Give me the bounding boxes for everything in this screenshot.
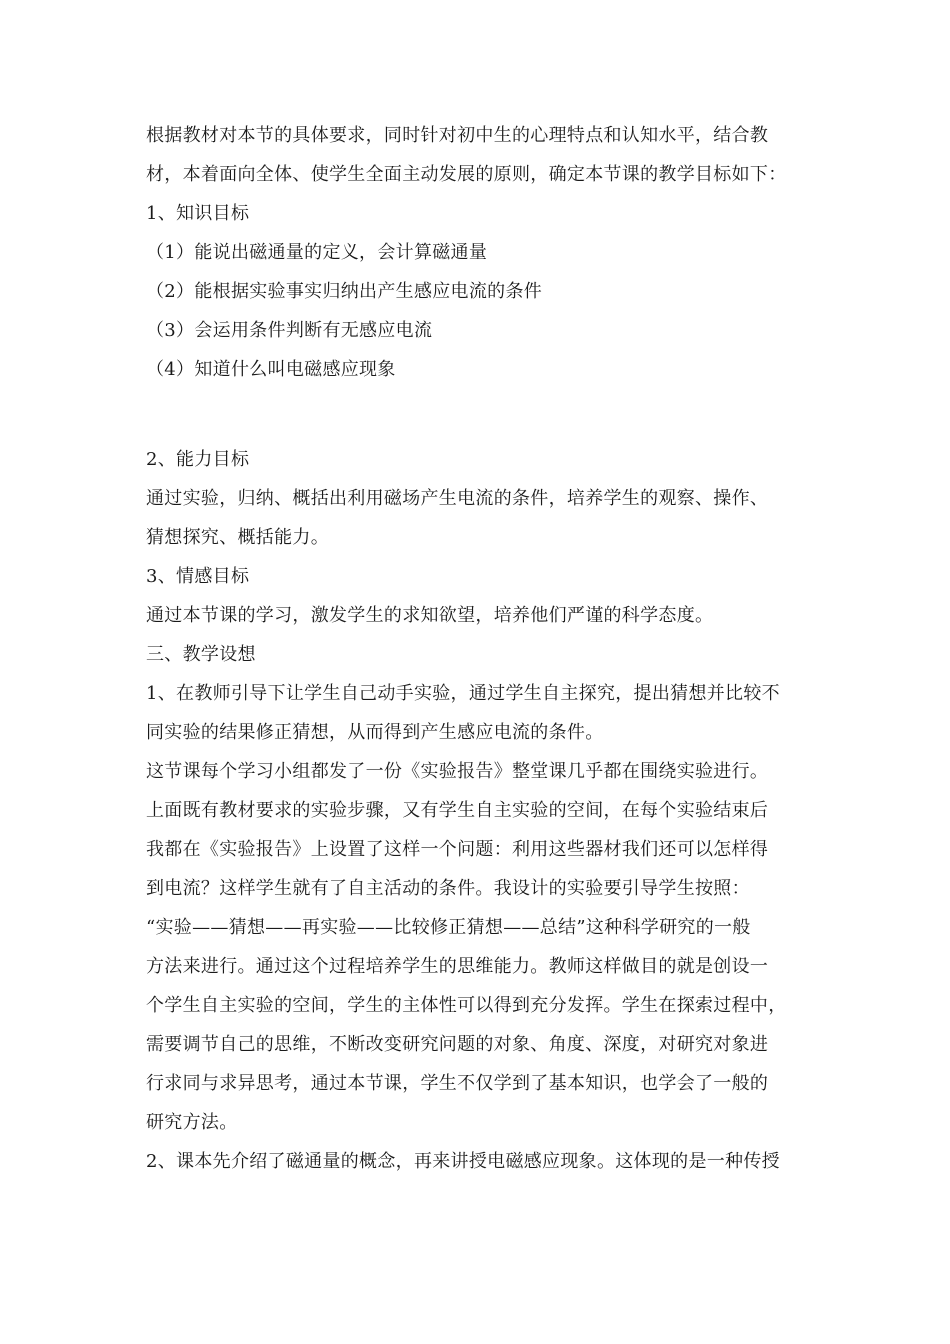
list-item: （2）能根据实验事实归纳出产生感应电流的条件 bbox=[146, 281, 543, 302]
section-heading-knowledge: 1、知识目标 bbox=[146, 203, 250, 224]
paragraph-line: 通过本节课的学习，激发学生的求知欲望，培养他们严谨的科学态度。 bbox=[146, 605, 714, 626]
list-item: （4）知道什么叫电磁感应现象 bbox=[146, 359, 396, 380]
paragraph-line: 研究方法。 bbox=[146, 1112, 238, 1133]
list-item: （3）会运用条件判断有无感应电流 bbox=[146, 320, 433, 341]
paragraph-line: 材，本着面向全体、使学生全面主动发展的原则，确定本节课的教学目标如下： bbox=[146, 164, 787, 185]
paragraph-line: 通过实验，归纳、概括出利用磁场产生电流的条件，培养学生的观察、操作、 bbox=[146, 488, 769, 509]
paragraph-line: 猜想探究、概括能力。 bbox=[146, 527, 329, 548]
paragraph-line: 根据教材对本节的具体要求，同时针对初中生的心理特点和认知水平，结合教 bbox=[146, 125, 769, 146]
paragraph-line: 1、在教师引导下让学生自己动手实验，通过学生自主探究，提出猜想并比较不 bbox=[146, 683, 780, 704]
paragraph-line: 到电流？这样学生就有了自主活动的条件。我设计的实验要引导学生按照： bbox=[146, 878, 750, 899]
section-heading-ability: 2、能力目标 bbox=[146, 449, 250, 470]
paragraph-line: 需要调节自己的思维，不断改变研究问题的对象、角度、深度，对研究对象进 bbox=[146, 1034, 769, 1055]
paragraph-line: 这节课每个学习小组都发了一份《实验报告》整堂课几乎都在围绕实验进行。 bbox=[146, 761, 769, 782]
paragraph-line: 个学生自主实验的空间，学生的主体性可以得到充分发挥。学生在探索过程中， bbox=[146, 995, 787, 1016]
section-heading-emotion: 3、情感目标 bbox=[146, 566, 250, 587]
section-heading-teaching-ideas: 三、教学设想 bbox=[146, 644, 256, 665]
paragraph-line: 我都在《实验报告》上设置了这样一个问题：利用这些器材我们还可以怎样得 bbox=[146, 839, 769, 860]
paragraph-line: 同实验的结果修正猜想，从而得到产生感应电流的条件。 bbox=[146, 722, 604, 743]
paragraph-line: 2、课本先介绍了磁通量的概念，再来讲授电磁感应现象。这体现的是一种传授 bbox=[146, 1151, 780, 1172]
paragraph-line: 行求同与求异思考，通过本节课，学生不仅学到了基本知识，也学会了一般的 bbox=[146, 1073, 769, 1094]
list-item: （1）能说出磁通量的定义，会计算磁通量 bbox=[146, 242, 488, 263]
paragraph-line: 方法来进行。通过这个过程培养学生的思维能力。教师这样做目的就是创设一 bbox=[146, 956, 769, 977]
paragraph-line: “实验——猜想——再实验——比较修正猜想——总结”这种科学研究的一般 bbox=[146, 917, 751, 938]
paragraph-line: 上面既有教材要求的实验步骤，又有学生自主实验的空间，在每个实验结束后 bbox=[146, 800, 769, 821]
